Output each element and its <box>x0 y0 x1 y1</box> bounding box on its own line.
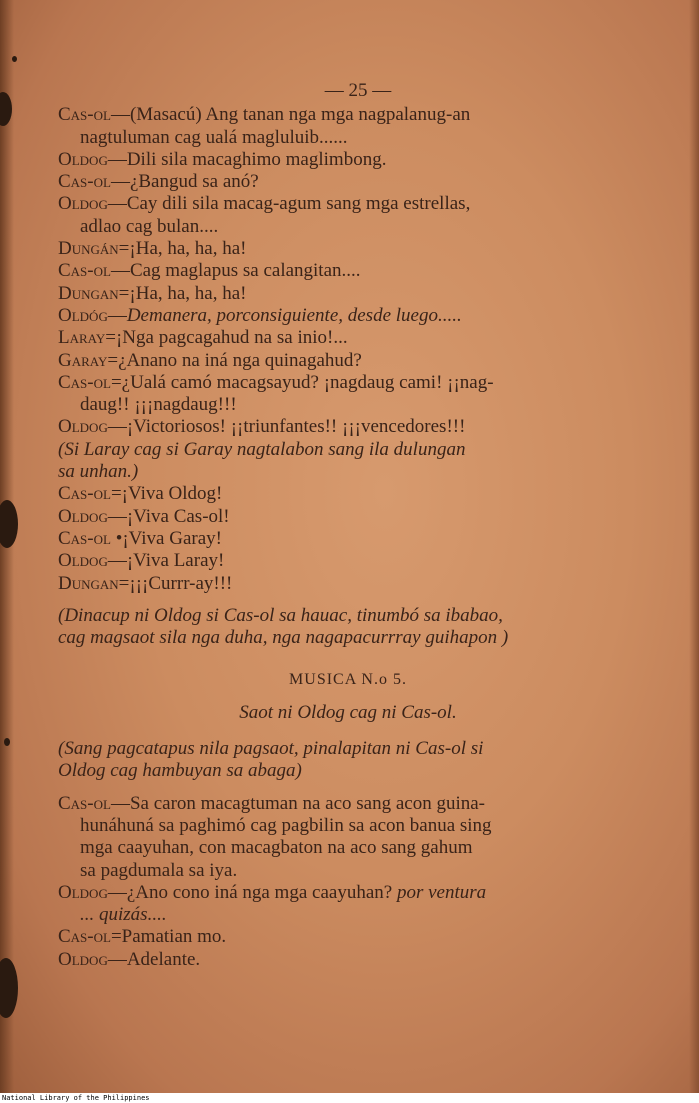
dialogue-text: ¿Ano cono iná nga mga caayuhan? <box>126 881 393 903</box>
stage-direction-2 <box>58 605 638 650</box>
dialogue-text: ¡Victoriosos! ¡¡triunfantes!! ¡¡¡vencedores!!! <box>126 416 466 438</box>
page-edge-right <box>689 0 699 1093</box>
dialogue-line <box>58 305 638 327</box>
dialogue-block-2 <box>58 793 638 971</box>
speaker-name: Cas-ol= <box>58 371 122 393</box>
footer-credit: National Library of the Philippines <box>0 1093 699 1103</box>
speaker-name: Oldog— <box>58 881 127 903</box>
stage-direction-line: Oldog cag hambuyan sa abaga) <box>58 760 302 782</box>
speaker-name: Cas-ol— <box>58 171 130 193</box>
stage-direction-line: (Sang pagcatapus nila pagsaot, pinalapitan ni Cas-ol si <box>58 738 484 760</box>
dialogue-text: Cag maglapus sa calangitan.... <box>129 260 361 282</box>
dialogue-text: Demanera, porconsiguiente, desde luego..... <box>126 304 462 326</box>
speaker-name: Cas-ol= <box>58 926 122 948</box>
speaker-name: Cas-ol— <box>58 104 130 126</box>
dialogue-text: ¡Viva Oldog! <box>121 483 223 505</box>
dialogue-line <box>58 238 638 260</box>
dialogue-line <box>58 550 638 572</box>
dialogue-text: ¡Ha, ha, ha, ha! <box>129 282 247 304</box>
dialogue-line <box>58 949 638 971</box>
dialogue-text: ¡Viva Garay! <box>122 527 222 549</box>
dialogue-text: ¿Bangud sa anó? <box>129 171 259 193</box>
speaker-name: Oldog— <box>58 505 127 527</box>
dialogue-text: Sa caron macagtuman na aco sang acon guina- <box>129 792 485 814</box>
dialogue-text: ¡Viva Laray! <box>126 550 225 572</box>
dialogue-text: Dili sila macaghimo maglimbong. <box>126 148 387 170</box>
song-title: Saot ni Oldog cag ni Cas-ol. <box>239 701 457 723</box>
binding-hole <box>4 738 10 746</box>
speaker-name: Cas-ol— <box>58 260 130 282</box>
dialogue-line <box>58 483 638 505</box>
dialogue-continuation: daug!! ¡¡¡nagdaug!!! <box>80 394 237 416</box>
dialogue-block-1 <box>58 104 638 595</box>
dialogue-continuation: hunáhuná sa paghimó cag pagbilin sa acon banua sing <box>80 814 492 836</box>
stage-direction: (Si Laray cag si Garay nagtalabon sang ila dulungan <box>58 438 466 460</box>
dialogue-text: ¿Anano na iná nga quinagahud? <box>118 349 362 371</box>
dialogue-text: ¡Nga pagcagahud na sa inio!... <box>115 327 348 349</box>
dialogue-text: (Masacú) Ang tanan nga mga nagpalanug-an <box>129 104 471 126</box>
dialogue-line <box>58 528 638 550</box>
dialogue-line <box>58 793 638 815</box>
dialogue-continuation: adlao cag bulan.... <box>80 215 219 237</box>
dialogue-line <box>58 926 638 948</box>
dialogue-line <box>58 104 638 126</box>
dialogue-line <box>58 372 638 394</box>
dialogue-text: ¡¡¡Currr-ay!!! <box>129 572 233 594</box>
binding-hole <box>0 958 18 1018</box>
dialogue-line <box>58 350 638 372</box>
speaker-name: Oldog— <box>58 948 127 970</box>
dialogue-text: ¡Ha, ha, ha, ha! <box>129 238 247 260</box>
speaker-name: Cas-ol= <box>58 483 122 505</box>
speaker-name: Dungan= <box>58 572 130 594</box>
speaker-name: Oldog— <box>58 193 127 215</box>
speaker-name: Laray= <box>58 327 116 349</box>
dialogue-line <box>58 882 638 904</box>
dialogue-line <box>58 193 638 215</box>
musica-heading: MUSICA N.o 5. <box>289 671 407 689</box>
dialogue-line <box>58 260 638 282</box>
stage-direction-continuation: sa unhan.) <box>58 461 139 483</box>
dialogue-text: Adelante. <box>126 948 201 970</box>
dialogue-continuation: ... quizás.... <box>80 904 167 926</box>
speaker-name: Oldog— <box>58 550 127 572</box>
dialogue-text: Cay dili sila macag-agum sang mga estrellas, <box>126 193 471 215</box>
speaker-name: Dungán= <box>58 238 130 260</box>
dialogue-italic-tail: por ventura <box>396 881 487 903</box>
speaker-name: Oldog— <box>58 416 127 438</box>
dialogue-line <box>58 573 638 595</box>
binding-hole <box>0 500 18 548</box>
dialogue-continuation: mga caayuhan, con macagbaton na aco sang gahum <box>80 837 473 859</box>
dialogue-line <box>58 283 638 305</box>
dialogue-continuation: nagtuluman cag ualá magluluib...... <box>80 126 348 148</box>
speaker-name: Garay= <box>58 349 119 371</box>
dialogue-continuation: sa pagdumala sa iya. <box>80 859 238 881</box>
dialogue-text: ¡Viva Cas-ol! <box>126 505 230 527</box>
dialogue-line <box>58 506 638 528</box>
speaker-name: Cas-ol— <box>58 792 130 814</box>
dialogue-text: ¿Ualá camó macagsayud? ¡nagdaug cami! ¡¡nag- <box>121 371 494 393</box>
speaker-name: Dungan= <box>58 282 130 304</box>
dialogue-line <box>58 416 638 438</box>
dialogue-text: Pamatian mo. <box>121 926 227 948</box>
stage-direction-line: (Dinacup ni Oldog si Cas-ol sa hauac, tinumbó sa ibabao, <box>58 604 503 626</box>
dialogue-line <box>58 327 638 349</box>
speaker-name: Oldog— <box>58 148 127 170</box>
page-number: — 25 — <box>324 80 392 101</box>
speaker-name: Cas-ol • <box>58 527 123 549</box>
binding-hole <box>12 56 17 62</box>
speaker-name: Oldóg— <box>58 304 127 326</box>
stage-direction-line: cag magsaot sila nga duha, nga nagapacurrray guihapon ) <box>58 627 509 649</box>
dialogue-line <box>58 149 638 171</box>
page-text <box>58 80 638 971</box>
stage-direction-3 <box>58 738 638 783</box>
dialogue-line <box>58 171 638 193</box>
